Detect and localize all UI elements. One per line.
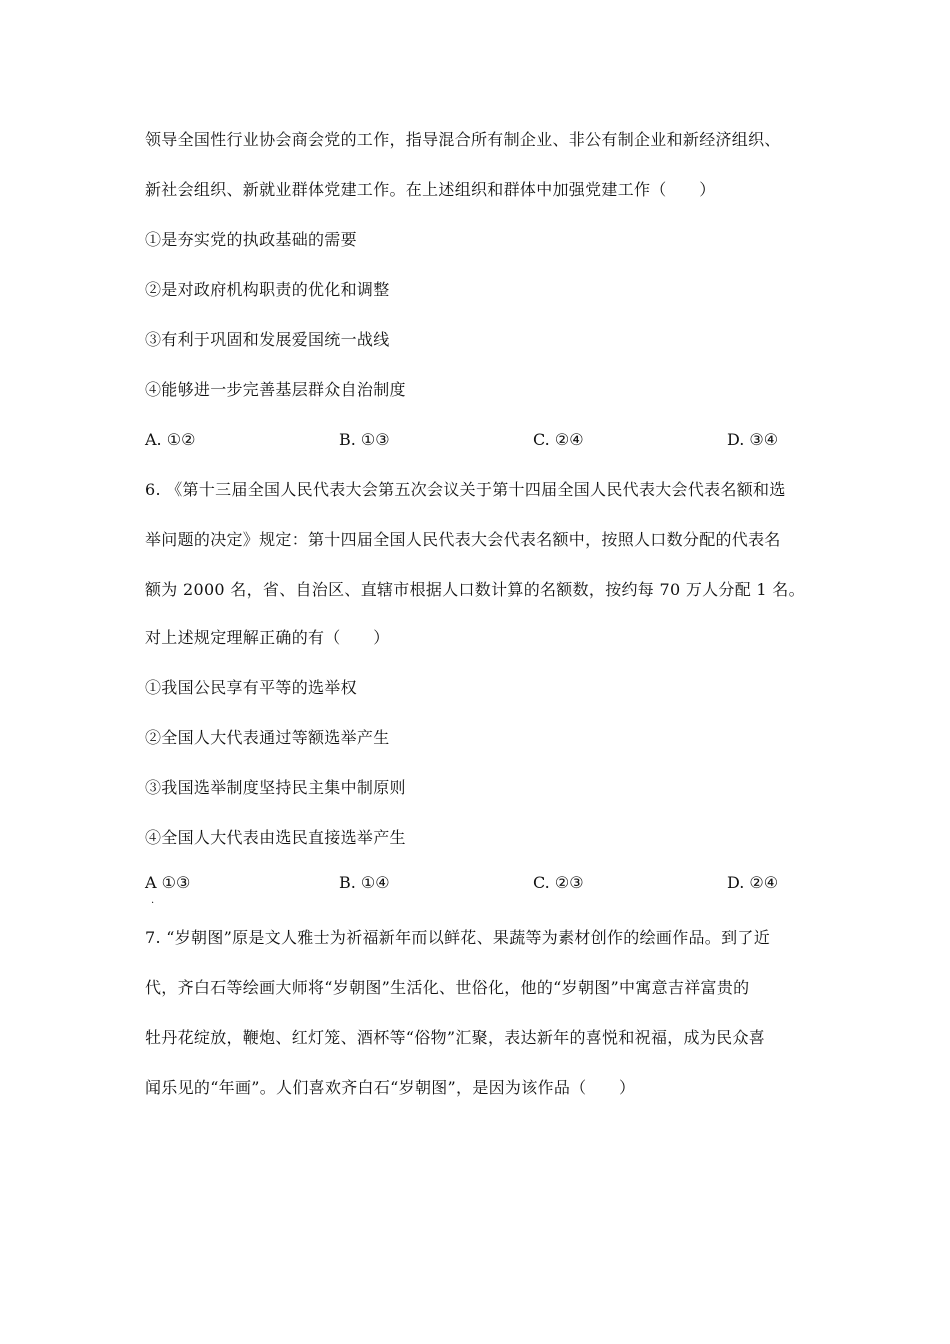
q5-statement-2: ②是对政府机构职责的优化和调整 bbox=[145, 280, 390, 299]
q6-stem-line-4: 对上述规定理解正确的有（ ） bbox=[145, 628, 390, 647]
q6-stem-line-3: 额为 2000 名，省、自治区、直辖市根据人口数计算的名额数，按约每 70 万人分配 1 名。 bbox=[145, 580, 805, 599]
q6-option-b[interactable]: B. ①④ bbox=[339, 873, 390, 892]
q5-option-a[interactable]: A. ①② bbox=[145, 430, 196, 449]
q5-option-b[interactable]: B. ①③ bbox=[339, 430, 390, 449]
q6-statement-2: ②全国人大代表通过等额选举产生 bbox=[145, 728, 390, 747]
q6-option-d[interactable]: D. ②④ bbox=[727, 873, 779, 892]
q5-statement-1: ①是夯实党的执政基础的需要 bbox=[145, 230, 357, 249]
q5-stem-line-1: 领导全国性行业协会商会党的工作，指导混合所有制企业、非公有制企业和新经济组织、 bbox=[145, 130, 781, 149]
q5-options bbox=[145, 430, 805, 450]
q5-stem-line-2: 新社会组织、新就业群体党建工作。在上述组织和群体中加强党建工作（ ） bbox=[145, 180, 716, 199]
q5-option-d[interactable]: D. ③④ bbox=[727, 430, 779, 449]
q7-stem-line-1: 7. “岁朝图”原是文人雅士为祈福新年而以鲜花、果蔬等为素材创作的绘画作品。到了近 bbox=[145, 928, 771, 947]
q7-stem-line-4: 闻乐见的“年画”。人们喜欢齐白石“岁朝图”，是因为该作品（ ） bbox=[145, 1078, 636, 1097]
q6-option-a-dot: . bbox=[151, 895, 155, 906]
q6-statement-3: ③我国选举制度坚持民主集中制原则 bbox=[145, 778, 406, 797]
q7-stem-line-3: 牡丹花绽放，鞭炮、红灯笼、酒杯等“俗物”汇聚，表达新年的喜悦和祝福，成为民众喜 bbox=[145, 1028, 766, 1047]
q5-statement-3: ③有利于巩固和发展爱国统一战线 bbox=[145, 330, 390, 349]
q6-stem-line-2: 举问题的决定》规定：第十四届全国人民代表大会代表名额中，按照人口数分配的代表名 bbox=[145, 530, 781, 549]
q5-option-c[interactable]: C. ②④ bbox=[533, 430, 584, 449]
q5-statement-4: ④能够进一步完善基层群众自治制度 bbox=[145, 380, 406, 399]
q7-stem-line-2: 代，齐白石等绘画大师将“岁朝图”生活化、世俗化，他的“岁朝图”中寓意吉祥富贵的 bbox=[145, 978, 750, 997]
q6-statement-4: ④全国人大代表由选民直接选举产生 bbox=[145, 828, 406, 847]
q6-option-c[interactable]: C. ②③ bbox=[533, 873, 584, 892]
q6-statement-1: ①我国公民享有平等的选举权 bbox=[145, 678, 357, 697]
q6-stem-line-1: 6. 《第十三届全国人民代表大会第五次会议关于第十四届全国人民代表大会代表名额和选 bbox=[145, 480, 786, 499]
q6-options bbox=[145, 873, 805, 893]
q6-option-a[interactable]: A ①③ bbox=[145, 873, 191, 892]
